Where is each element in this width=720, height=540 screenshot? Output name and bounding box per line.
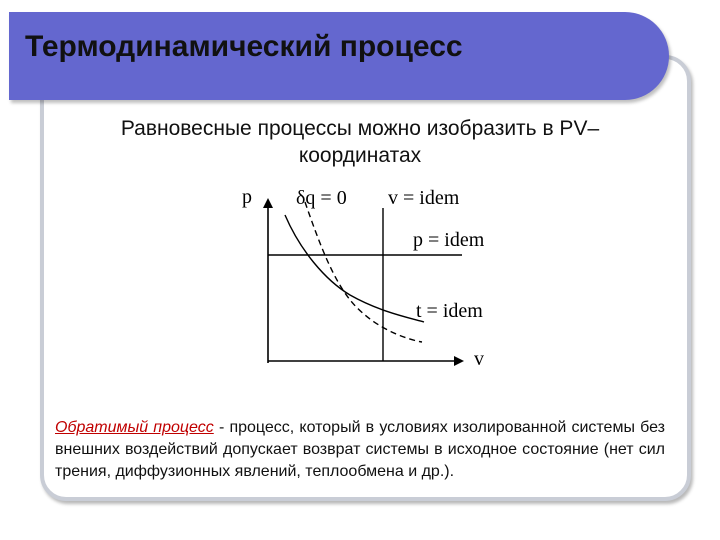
subtitle-line-2: координатах [298,144,422,167]
definition-text: - процесс, который в условиях изолированной системы без внешних воздействий допускает возврат системы в исходное состояние (нет сил трения, диффузионных явлений, теплообмена и др.). [55,419,665,480]
definition-term: Обратимый процесс [55,419,214,436]
slide-subtitle [60,115,660,169]
subtitle-line-1: Равновесные процессы можно изобразить в PV– [120,117,600,140]
isobar-label: p = idem [413,229,485,251]
y-axis-label: p [242,186,252,208]
pv-diagram [230,180,510,380]
slide-title: Термодинамический процесс [25,30,463,63]
definition-paragraph [55,417,665,483]
isochore-label: v = idem [388,187,460,209]
adiabat-label: δq = 0 [296,187,347,209]
x-axis-label: v [474,348,484,370]
isotherm-label: t = idem [416,300,483,322]
